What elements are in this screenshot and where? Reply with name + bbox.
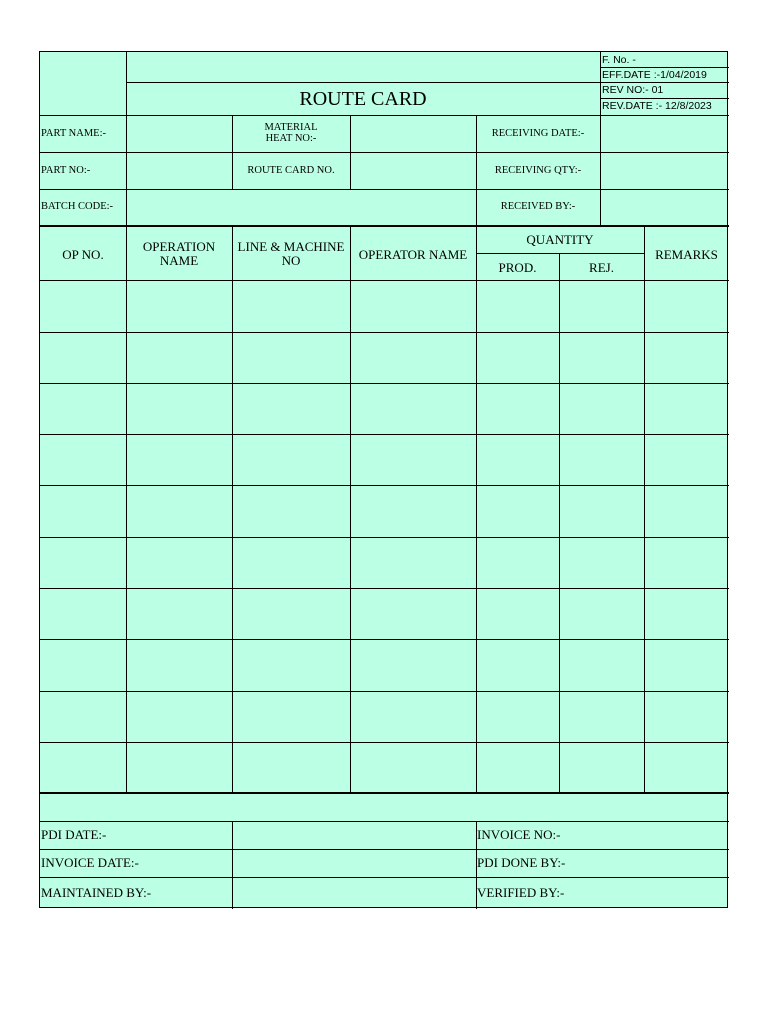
- table-cell[interactable]: [559, 588, 644, 639]
- table-cell[interactable]: [126, 588, 232, 639]
- table-cell[interactable]: [559, 383, 644, 434]
- table-cell[interactable]: [644, 742, 729, 793]
- table-cell[interactable]: [350, 434, 476, 485]
- invoice-date-label: INVOICE DATE:-: [41, 855, 139, 870]
- table-cell[interactable]: [559, 691, 644, 742]
- table-cell[interactable]: [40, 434, 126, 485]
- table-cell[interactable]: [476, 537, 559, 588]
- table-cell[interactable]: [476, 485, 559, 537]
- table-cell[interactable]: [559, 332, 644, 383]
- table-cell[interactable]: [232, 332, 350, 383]
- quantity-header: QUANTITY: [526, 232, 594, 247]
- divider: [600, 52, 601, 115]
- line-machine-header: LINE & MACHINE: [237, 239, 345, 254]
- table-cell[interactable]: [40, 383, 126, 434]
- table-cell[interactable]: [644, 639, 729, 691]
- table-cell[interactable]: [40, 639, 126, 691]
- table-cell[interactable]: [350, 485, 476, 537]
- divider: [600, 67, 729, 68]
- material-label: MATERIAL: [264, 122, 318, 133]
- table-cell[interactable]: [126, 639, 232, 691]
- prod-header: PROD.: [498, 260, 537, 275]
- table-cell[interactable]: [232, 588, 350, 639]
- divider: [600, 98, 729, 99]
- table-cell[interactable]: [476, 639, 559, 691]
- table-cell[interactable]: [476, 742, 559, 793]
- remarks-header: REMARKS: [655, 247, 718, 262]
- table-cell[interactable]: [232, 537, 350, 588]
- table-cell[interactable]: [232, 485, 350, 537]
- table-cell[interactable]: [232, 742, 350, 793]
- table-cell[interactable]: [232, 280, 350, 332]
- revision-number: REV NO:- 01: [602, 84, 664, 96]
- effective-date: EFF.DATE :-1/04/2019: [602, 69, 707, 81]
- divider: [40, 877, 729, 878]
- table-cell[interactable]: [350, 742, 476, 793]
- divider: [40, 189, 729, 190]
- maintained-by-label: MAINTAINED BY:-: [41, 885, 152, 900]
- rej-header: REJ.: [589, 260, 614, 275]
- operation-name-header: OPERATION: [142, 239, 216, 254]
- divider: [232, 821, 233, 909]
- part-no-label: PART NO:-: [41, 165, 91, 176]
- table-cell[interactable]: [559, 280, 644, 332]
- table-cell[interactable]: [40, 588, 126, 639]
- table-cell[interactable]: [126, 485, 232, 537]
- table-cell[interactable]: [476, 280, 559, 332]
- line-machine-header-2: NO: [281, 253, 301, 268]
- table-cell[interactable]: [126, 537, 232, 588]
- batch-code-label: BATCH CODE:-: [41, 201, 114, 212]
- table-cell[interactable]: [126, 742, 232, 793]
- table-cell[interactable]: [232, 383, 350, 434]
- revision-date: REV.DATE :- 12/8/2023: [602, 100, 712, 112]
- table-cell[interactable]: [40, 537, 126, 588]
- table-cell[interactable]: [350, 639, 476, 691]
- form-number: F. No. -: [602, 54, 636, 66]
- pdi-done-by-label: PDI DONE BY:-: [477, 855, 566, 870]
- table-cell[interactable]: [559, 485, 644, 537]
- divider: [350, 115, 351, 189]
- receiving-date-label: RECEIVING DATE:-: [491, 128, 585, 139]
- table-cell[interactable]: [644, 383, 729, 434]
- table-cell[interactable]: [232, 691, 350, 742]
- table-cell[interactable]: [350, 588, 476, 639]
- page-title: ROUTE CARD: [299, 88, 427, 110]
- operator-name-header: OPERATOR NAME: [358, 247, 468, 262]
- table-cell[interactable]: [644, 691, 729, 742]
- heat-no-label: HEAT NO:-: [265, 133, 317, 144]
- verified-by-label: VERIFIED BY:-: [477, 885, 565, 900]
- table-cell[interactable]: [126, 434, 232, 485]
- table-cell[interactable]: [559, 537, 644, 588]
- table-cell[interactable]: [126, 280, 232, 332]
- table-cell[interactable]: [350, 691, 476, 742]
- table-cell[interactable]: [559, 434, 644, 485]
- divider: [40, 115, 729, 116]
- table-cell[interactable]: [644, 588, 729, 639]
- op-no-header: OP NO.: [62, 247, 104, 262]
- table-cell[interactable]: [644, 332, 729, 383]
- divider: [40, 849, 729, 850]
- table-cell[interactable]: [476, 434, 559, 485]
- table-cell[interactable]: [644, 434, 729, 485]
- table-cell[interactable]: [476, 588, 559, 639]
- table-cell[interactable]: [40, 332, 126, 383]
- part-name-label: PART NAME:-: [41, 128, 107, 139]
- received-by-label: RECEIVED BY:-: [500, 201, 576, 212]
- divider: [600, 115, 601, 225]
- table-cell[interactable]: [559, 742, 644, 793]
- table-cell[interactable]: [476, 332, 559, 383]
- divider: [40, 821, 729, 822]
- invoice-no-label: INVOICE NO:-: [477, 827, 561, 842]
- table-cell[interactable]: [40, 485, 126, 537]
- table-cell[interactable]: [644, 280, 729, 332]
- table-cell[interactable]: [126, 691, 232, 742]
- table-cell[interactable]: [40, 691, 126, 742]
- table-cell[interactable]: [559, 639, 644, 691]
- table-cell[interactable]: [232, 639, 350, 691]
- divider: [476, 253, 644, 254]
- table-cell[interactable]: [350, 280, 476, 332]
- table-cell[interactable]: [40, 280, 126, 332]
- route-card-no-label: ROUTE CARD NO.: [247, 165, 335, 176]
- receiving-qty-label: RECEIVING QTY:-: [494, 165, 582, 176]
- table-cell[interactable]: [644, 485, 729, 537]
- table-cell[interactable]: [126, 332, 232, 383]
- table-cell[interactable]: [476, 383, 559, 434]
- pdi-date-label: PDI DATE:-: [41, 827, 107, 842]
- table-cell[interactable]: [232, 434, 350, 485]
- divider: [40, 152, 729, 153]
- operation-name-header-2: NAME: [159, 253, 199, 268]
- table-cell[interactable]: [476, 691, 559, 742]
- table-cell[interactable]: [350, 383, 476, 434]
- table-cell[interactable]: [126, 383, 232, 434]
- divider: [126, 82, 729, 83]
- table-cell[interactable]: [350, 332, 476, 383]
- divider: [40, 225, 729, 227]
- table-cell[interactable]: [350, 537, 476, 588]
- route-card-form: [39, 51, 728, 908]
- table-cell[interactable]: [40, 742, 126, 793]
- table-cell[interactable]: [644, 537, 729, 588]
